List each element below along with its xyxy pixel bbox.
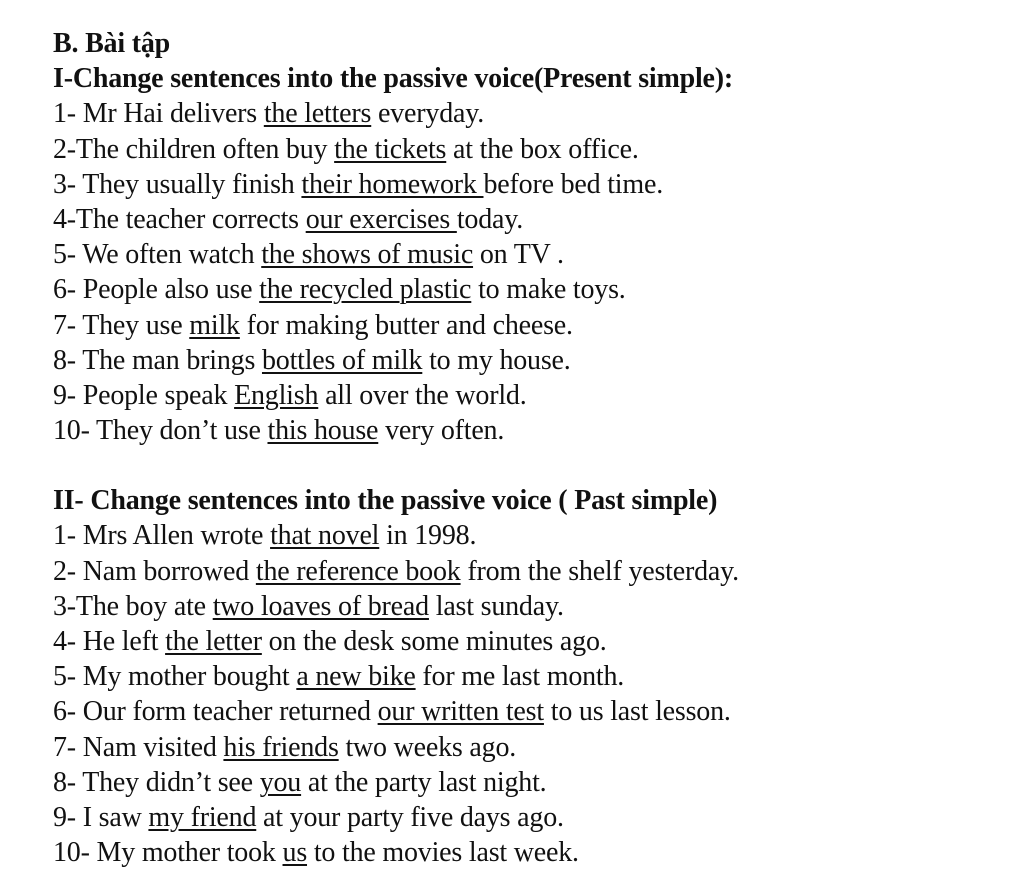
exercise-sentence: [53, 800, 1013, 835]
sentence-text: 8- The man brings: [53, 344, 262, 376]
underlined-object: the recycled plastic: [259, 274, 472, 306]
sentence-text: on TV .: [473, 239, 564, 271]
exercise-sentence: [53, 202, 1013, 237]
section-present-simple: [53, 61, 1013, 448]
underlined-object: that novel: [270, 520, 380, 552]
sentence-text: to us last lesson.: [543, 696, 731, 728]
sentence-text: 4- He left: [53, 626, 166, 657]
sentence-text: very often.: [378, 415, 505, 447]
sentence-text: 5- My mother bought: [53, 661, 297, 693]
section-spacer: [53, 448, 1013, 483]
sentence-text: two weeks ago.: [338, 731, 517, 763]
exercise-sentence: [53, 167, 1013, 202]
sentence-text: to my house.: [422, 344, 571, 376]
section-past-simple: [53, 483, 1013, 870]
exercise-sentence: [53, 413, 1013, 448]
exercise-document: [53, 26, 1013, 870]
sentence-text: everyday.: [371, 98, 485, 130]
underlined-object: the shows of music: [261, 239, 474, 271]
exercise-sentence: [53, 518, 1013, 553]
sentence-text: 3-The boy ate: [53, 590, 213, 622]
underlined-object: this house: [267, 415, 379, 447]
underlined-object: our written test: [377, 696, 544, 728]
underlined-object: a new bike: [296, 661, 416, 693]
sentence-text: at your party five days ago.: [256, 801, 564, 833]
sentence-text: 6- Our form teacher returned: [53, 696, 378, 728]
underlined-object: us: [282, 837, 308, 869]
sentence-text: before bed time.: [483, 168, 663, 200]
section-heading: II- Change sentences into the passive voice ( Past simple): [53, 485, 718, 517]
sentence-text: 2-The children often buy: [53, 133, 335, 165]
sentence-text: 9- People speak: [53, 379, 235, 411]
sentence-text: all over the world.: [318, 379, 527, 411]
exercise-sentence: [53, 554, 1013, 589]
underlined-object: milk: [189, 309, 240, 341]
page-title: B. Bài tập: [53, 28, 171, 59]
sentence-text: 7- They use: [53, 309, 190, 341]
underlined-object: the tickets: [334, 133, 447, 165]
sentence-text: 8- They didn’t see: [53, 766, 260, 798]
exercise-sentence: [53, 589, 1013, 624]
underlined-object: you: [259, 766, 302, 798]
sentence-text: to make toys.: [471, 274, 626, 306]
exercise-sentence: [53, 308, 1013, 343]
underlined-object: their homework: [301, 168, 484, 200]
sentence-text: today.: [456, 203, 524, 235]
exercise-sentence: [53, 343, 1013, 378]
sentence-text: for making butter and cheese.: [239, 309, 573, 341]
exercise-sentence: [53, 765, 1013, 800]
sentence-text: to the movies last week.: [307, 837, 579, 869]
sentence-text: 10- My mother took: [53, 837, 283, 869]
exercise-sentence: [53, 96, 1013, 131]
exercise-sentence: [53, 694, 1013, 729]
underlined-object: his friends: [223, 731, 339, 763]
sentence-text: 10- They don’t use: [53, 415, 268, 447]
sentence-text: last sunday.: [428, 590, 564, 622]
section-heading: I-Change sentences into the passive voice(Present simple):: [53, 63, 734, 95]
underlined-object: my friend: [148, 801, 257, 833]
sentence-text: 6- People also use: [53, 274, 260, 306]
sentence-text: 9- I saw: [53, 801, 149, 833]
underlined-object: English: [234, 379, 319, 411]
underlined-object: the reference book: [255, 555, 461, 587]
exercise-sentence: [53, 272, 1013, 307]
sentence-text: 1- Mr Hai delivers: [53, 98, 264, 130]
underlined-object: two loaves of bread: [212, 590, 429, 622]
sentence-text: from the shelf yesterday.: [460, 555, 739, 587]
exercise-sentence: [53, 378, 1013, 413]
sentence-text: 3- They usually finish: [53, 168, 302, 200]
sentence-text: 5- We often watch: [53, 239, 262, 271]
underlined-object: bottles of milk: [261, 344, 423, 376]
sentence-text: 4-The teacher corrects: [53, 203, 306, 235]
exercise-sentence: [53, 237, 1013, 272]
sentence-text: 2- Nam borrowed: [53, 555, 256, 587]
exercise-sentence: [53, 659, 1013, 694]
exercise-sentence: [53, 835, 1013, 870]
sentence-text: 1- Mrs Allen wrote: [53, 520, 271, 552]
sentence-text: at the party last night.: [301, 766, 547, 798]
exercise-sentence: [53, 624, 1013, 659]
underlined-object: our exercises: [305, 203, 457, 235]
sentence-text: in 1998.: [379, 520, 477, 552]
sentence-text: at the box office.: [446, 133, 639, 165]
underlined-object: the letter: [165, 626, 262, 657]
sentence-text: for me last month.: [415, 661, 625, 693]
sentence-text: 7- Nam visited: [53, 731, 224, 763]
exercise-sentence: [53, 132, 1013, 167]
exercise-sentence: [53, 730, 1013, 765]
underlined-object: the letters: [263, 98, 372, 130]
sentence-text: on the desk some minutes ago.: [261, 626, 607, 657]
